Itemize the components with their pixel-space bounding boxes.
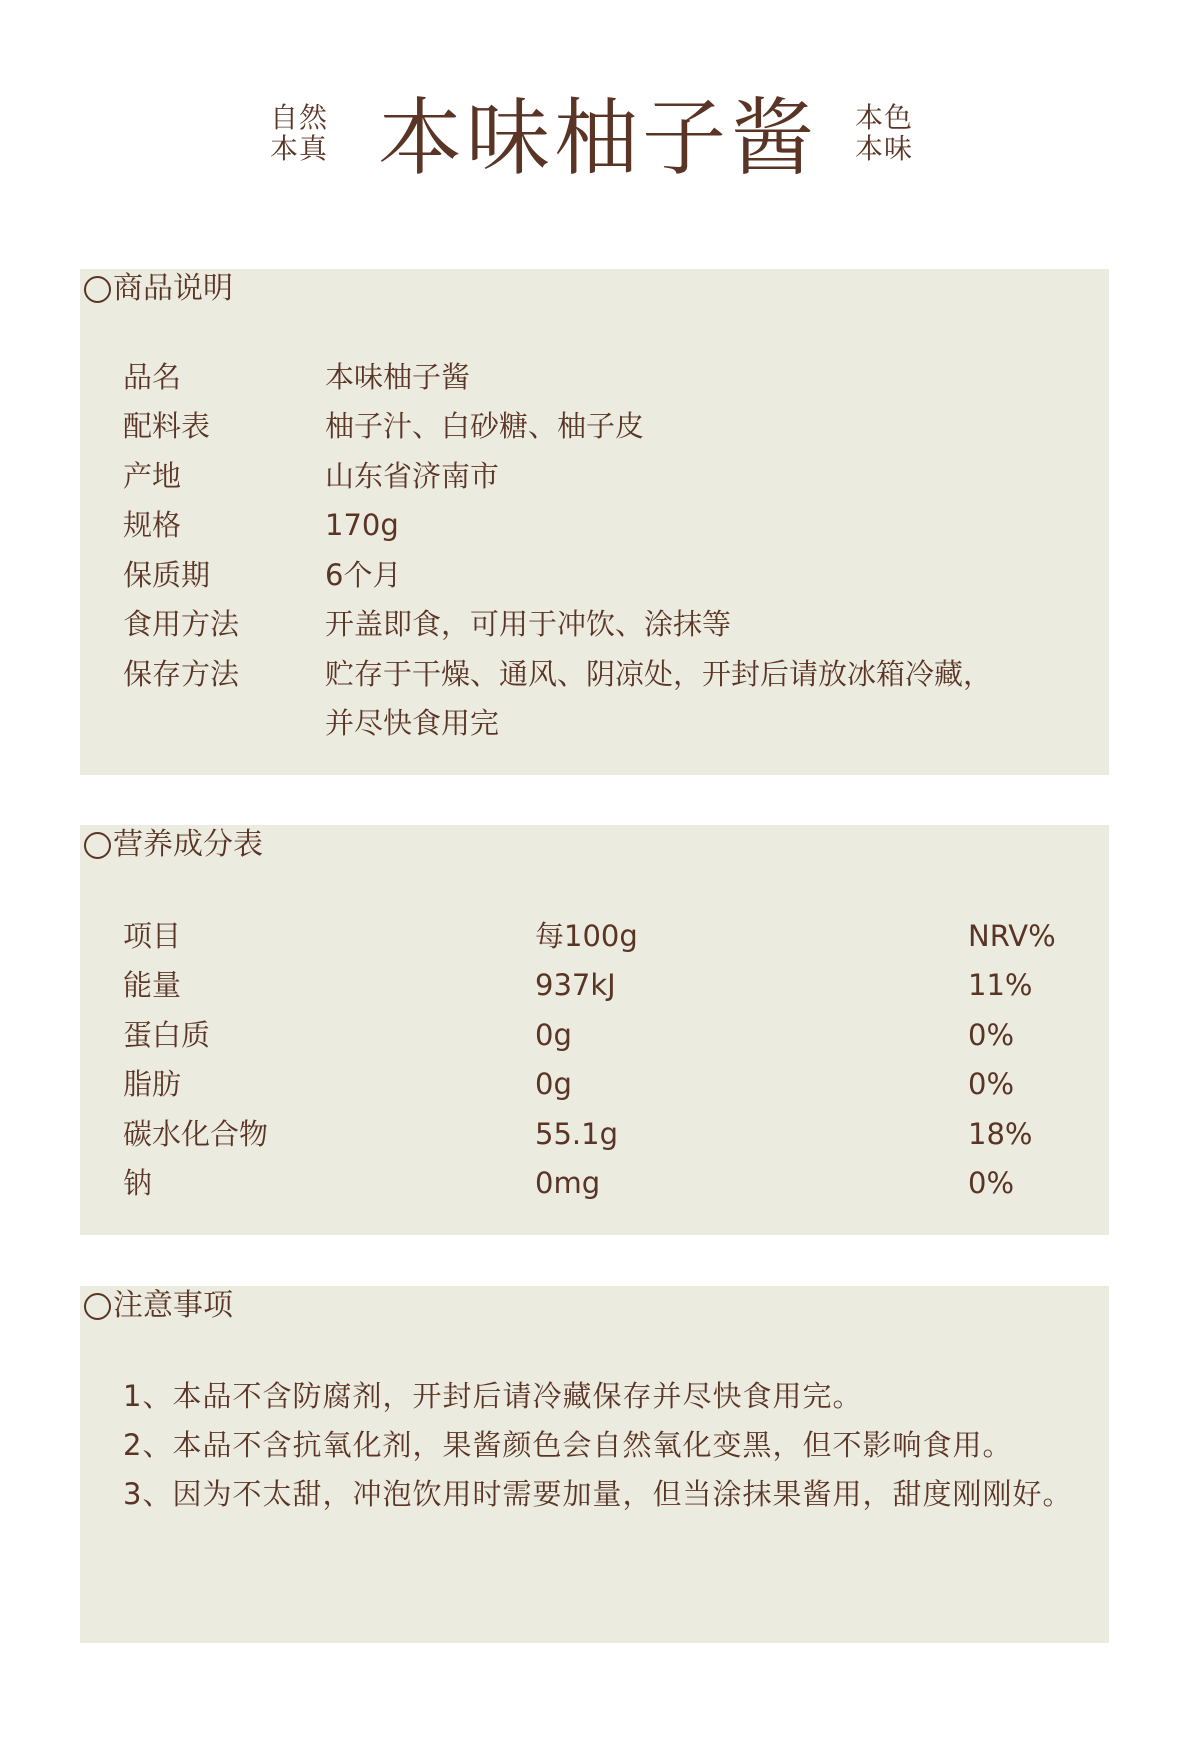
nutrition-heading-text: 营养成分表 (113, 827, 263, 862)
right-tagline-line-1: 本色 (855, 101, 914, 134)
notes-section (80, 1286, 1109, 1643)
info-value: 柚子汁、白砂糖、柚子皮 (325, 409, 645, 443)
nutrient-name: 碳水化合物 (123, 1117, 269, 1151)
info-label: 品名 (123, 360, 182, 394)
right-tagline-line-2: 本味 (855, 132, 914, 165)
circle-bullet-icon (84, 276, 111, 303)
nutrient-name: 钠 (123, 1166, 153, 1200)
header (0, 88, 1200, 188)
nutrient-amount: 937kJ (535, 968, 616, 1002)
info-value: 贮存于干燥、通风、阴凉处，开封后请放冰箱冷藏， (325, 657, 993, 691)
nutrient-amount: 0g (535, 1067, 572, 1101)
notes-heading (80, 1286, 233, 1326)
note-item: 2、本品不含抗氧化剂，果酱颜色会自然氧化变黑，但不影响食用。 (123, 1428, 1013, 1462)
info-label: 保存方法 (123, 657, 240, 691)
left-tagline (270, 102, 328, 164)
nutrient-name: 蛋白质 (123, 1018, 211, 1052)
nutrition-heading (80, 825, 263, 865)
info-value: 开盖即食，可用于冲饮、涂抹等 (325, 607, 732, 641)
nutrient-amount: 0g (535, 1018, 572, 1052)
nutrient-nrv: 0% (968, 1166, 1015, 1200)
product-info-heading-text: 商品说明 (113, 271, 233, 306)
nutrient-name: 脂肪 (123, 1067, 182, 1101)
info-label: 保质期 (123, 558, 211, 592)
left-tagline-line-2: 本真 (270, 132, 329, 165)
nutrient-nrv: 11% (968, 968, 1033, 1002)
circle-bullet-icon (84, 1293, 111, 1320)
info-value: 山东省济南市 (325, 459, 500, 493)
info-label: 配料表 (123, 409, 211, 443)
circle-bullet-icon (84, 832, 111, 859)
info-value: 本味柚子酱 (325, 360, 471, 394)
nutrition-col-per100: 每100g (535, 919, 638, 953)
nutrient-nrv: 0% (968, 1067, 1015, 1101)
info-value: 6个月 (325, 558, 402, 592)
notes-heading-text: 注意事项 (113, 1288, 233, 1323)
info-label: 产地 (123, 459, 182, 493)
product-info-heading (80, 269, 233, 309)
nutrition-section (80, 825, 1109, 1235)
note-item: 3、因为不太甜，冲泡饮用时需要加量，但当涂抹果酱用，甜度刚刚好。 (123, 1477, 1073, 1511)
nutrition-col-item: 项目 (123, 919, 182, 953)
nutrient-amount: 55.1g (535, 1117, 618, 1151)
info-label: 规格 (123, 508, 182, 542)
nutrient-nrv: 0% (968, 1018, 1015, 1052)
note-item: 1、本品不含防腐剂，开封后请冷藏保存并尽快食用完。 (123, 1379, 863, 1413)
nutrient-nrv: 18% (968, 1117, 1033, 1151)
nutrient-name: 能量 (123, 968, 182, 1002)
info-value: 并尽快食用完 (325, 706, 500, 740)
notes-list (123, 1372, 1083, 1519)
nutrient-amount: 0mg (535, 1166, 601, 1200)
page-title: 本味柚子酱 (378, 89, 819, 187)
nutrition-col-nrv: NRV% (968, 919, 1056, 953)
product-info-section (80, 269, 1109, 775)
left-tagline-line-1: 自然 (270, 101, 329, 134)
info-value: 170g (325, 508, 399, 542)
info-label: 食用方法 (123, 607, 240, 641)
right-tagline (855, 102, 913, 164)
